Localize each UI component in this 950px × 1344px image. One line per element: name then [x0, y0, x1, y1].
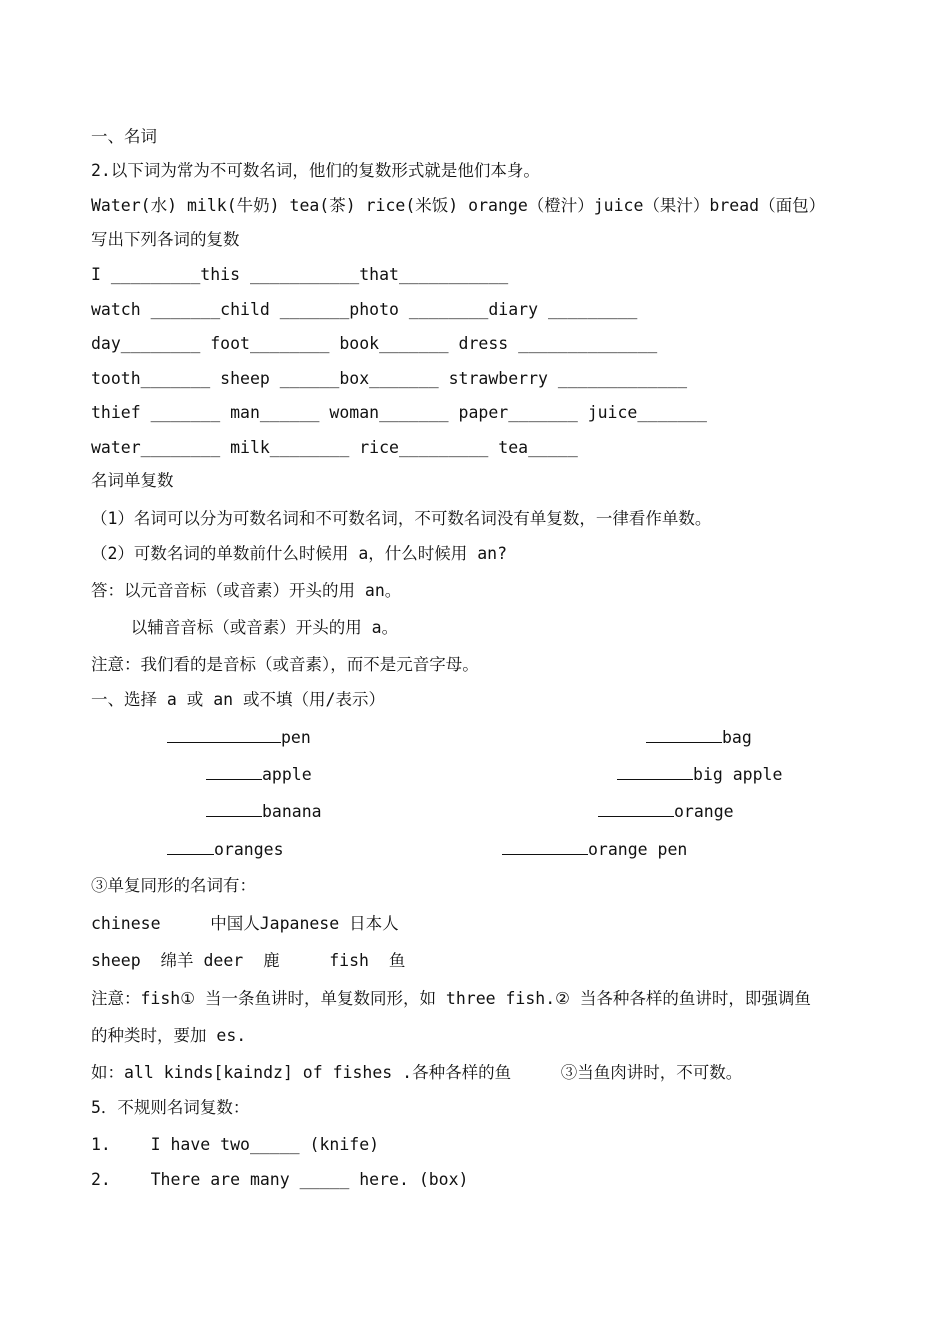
same-form-example-2: sheep 绵羊 deer 鹿 fish 鱼 — [91, 951, 406, 970]
exercise-item — [502, 839, 687, 861]
exercise-heading: 一、选择 a 或 an 或不填（用/表示） — [91, 690, 385, 709]
exercise-word: pen — [281, 728, 311, 747]
exercise-item — [617, 764, 782, 786]
exercise-item — [598, 801, 734, 823]
fish-note: 注意：fish① 当一条鱼讲时，单复数同形，如 three fish.② 当各种各样的鱼讲时，即强调鱼 — [91, 989, 811, 1008]
exercise-word: orange pen — [588, 840, 688, 859]
uncountable-examples: Water(水) milk(牛奶) tea(茶) rice(米饭) orange（橙汁）juice（果汁）bread（面包） — [91, 196, 826, 215]
question-1: 1. I have two_____ (knife) — [91, 1135, 380, 1154]
rule-1: （1）名词可以分为可数名词和不可数名词，不可数名词没有单复数，一律看作单数。 — [91, 509, 712, 528]
section-heading-nouns: 一、名词 — [91, 127, 157, 146]
answer-blank[interactable] — [167, 727, 281, 743]
plural-task-heading: 写出下列各词的复数 — [91, 230, 240, 249]
answer-blank[interactable] — [206, 764, 262, 780]
irregular-plural-heading: 5．不规则名词复数： — [91, 1098, 250, 1117]
exercise-item — [646, 727, 752, 749]
exercise-word: bag — [722, 728, 752, 747]
exercise-word: oranges — [214, 840, 284, 859]
plural-row-1: I _________this ___________that___________ — [91, 265, 509, 284]
exercise-item — [167, 839, 284, 861]
answer-blank[interactable] — [502, 839, 588, 855]
same-form-heading: ③单复同形的名词有： — [91, 876, 256, 895]
exercise-item — [206, 801, 322, 823]
answer-blank[interactable] — [167, 839, 214, 855]
exercise-word: orange — [674, 802, 734, 821]
plural-row-3: day________ foot________ book_______ dress ______________ — [91, 334, 658, 353]
exercise-item — [206, 764, 312, 786]
singular-plural-heading: 名词单复数 — [91, 471, 174, 490]
rule-2: （2）可数名词的单数前什么时候用 a，什么时候用 an? — [91, 544, 508, 563]
answer-blank[interactable] — [617, 764, 693, 780]
note-phonetic: 注意：我们看的是音标（或音素），而不是元音字母。 — [91, 655, 479, 674]
same-form-example-1: chinese 中国人Japanese 日本人 — [91, 914, 399, 933]
exercise-item — [167, 727, 311, 749]
uncountable-intro: 2.以下词为常为不可数名词，他们的复数形式就是他们本身。 — [91, 161, 540, 180]
answer-blank[interactable] — [598, 801, 674, 817]
question-2: 2. There are many _____ here. (box) — [91, 1170, 469, 1189]
plural-row-6: water________ milk________ rice_________ tea_____ — [91, 438, 578, 457]
plural-row-4: tooth_______ sheep ______box_______ strawberry _____________ — [91, 369, 688, 388]
exercise-word: big apple — [693, 765, 783, 784]
plural-row-5: thief _______ man______ woman_______ paper_______ juice_______ — [91, 403, 707, 422]
exercise-word: banana — [262, 802, 322, 821]
answer-blank[interactable] — [206, 801, 262, 817]
fish-note-continued: 的种类时，要加 es. — [91, 1026, 247, 1045]
fish-example: 如：all kinds[kaindz] of fishes .各种各样的鱼 ③当鱼肉讲时，不可数。 — [91, 1063, 743, 1082]
answer-vowel: 答：以元音音标（或音素）开头的用 an。 — [91, 581, 402, 600]
exercise-word: apple — [262, 765, 312, 784]
plural-row-2: watch _______child _______photo ________diary _________ — [91, 300, 638, 319]
answer-consonant: 以辅音音标（或音素）开头的用 a。 — [91, 618, 399, 637]
answer-blank[interactable] — [646, 727, 722, 743]
